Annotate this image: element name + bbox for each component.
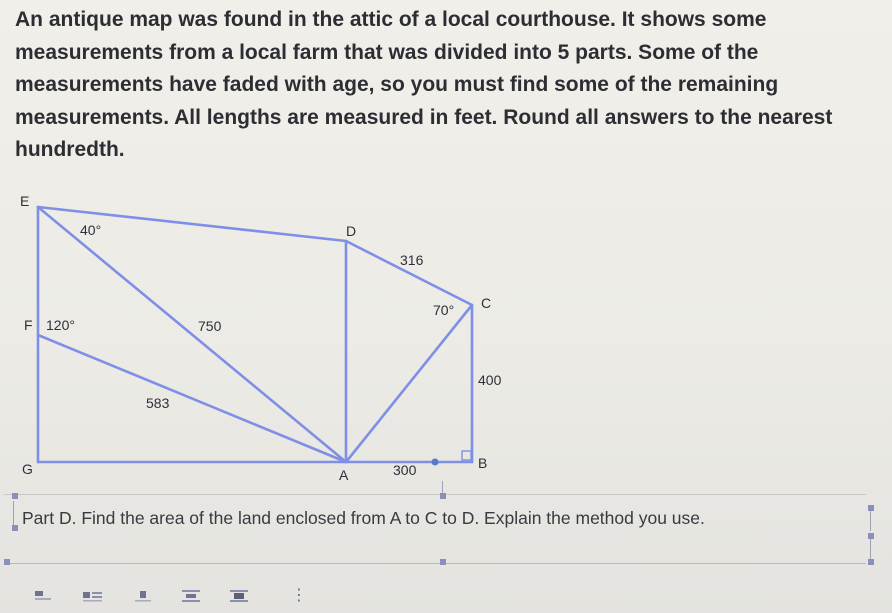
dot-marker (432, 459, 439, 466)
label-300: 300 (393, 462, 417, 478)
label-F: F (24, 317, 33, 333)
resize-handle[interactable] (868, 533, 874, 539)
resize-handle[interactable] (868, 505, 874, 511)
label-A: A (339, 467, 349, 483)
segment-C-D (346, 241, 472, 305)
label-750: 750 (198, 318, 222, 334)
list-icon (82, 589, 104, 603)
segment-C-A (346, 305, 472, 462)
label-D: D (346, 223, 357, 239)
align-right-icon (228, 589, 250, 603)
list-button[interactable] (80, 586, 106, 606)
align-justify-icon (180, 589, 202, 603)
label-400: 400 (478, 372, 502, 388)
label-583: 583 (146, 395, 170, 411)
align-center-button[interactable] (130, 586, 156, 606)
resize-handle[interactable] (12, 493, 18, 499)
label-316: 316 (400, 252, 424, 268)
box-edge (13, 501, 14, 525)
label-C: C (481, 295, 492, 311)
resize-handle[interactable] (4, 559, 10, 565)
align-justify-button[interactable] (178, 586, 204, 606)
problem-statement: An antique map was found in the attic of a local courthouse. It shows some measurements from a local farm that was divided into 5 parts. Some of the measurements have faded with age, so you must find some of the remaining measurements. All lengths are measured in feet. Round all answers to the nearest hundredth. (15, 8, 833, 161)
align-right-button[interactable] (226, 586, 252, 606)
box-edge (442, 481, 443, 493)
resize-handle[interactable] (12, 525, 18, 531)
segment-F-A (38, 335, 346, 462)
label-G: G (22, 461, 33, 477)
align-center-icon (133, 589, 153, 603)
label-B: B (478, 455, 488, 471)
segment-E-A (38, 207, 346, 462)
resize-handle[interactable] (868, 559, 874, 565)
box-edge (870, 511, 871, 531)
more-options-icon: ⋮ (291, 587, 307, 604)
box-edge (870, 539, 871, 559)
label-E: E (20, 193, 30, 209)
resize-handle[interactable] (440, 493, 446, 499)
label-angle-C: 70° (433, 302, 455, 318)
resize-handle[interactable] (440, 559, 446, 565)
label-angle-E: 40° (80, 222, 102, 238)
more-options-button[interactable] (286, 586, 312, 606)
align-left-icon (33, 589, 53, 603)
right-angle-marker-B (462, 451, 471, 460)
label-angle-F: 120° (46, 317, 75, 333)
farm-map-diagram (0, 185, 560, 490)
align-left-button[interactable] (30, 586, 56, 606)
part-d-question: Part D. Find the area of the land enclosed from A to C to D. Explain the method you use. (22, 508, 705, 528)
